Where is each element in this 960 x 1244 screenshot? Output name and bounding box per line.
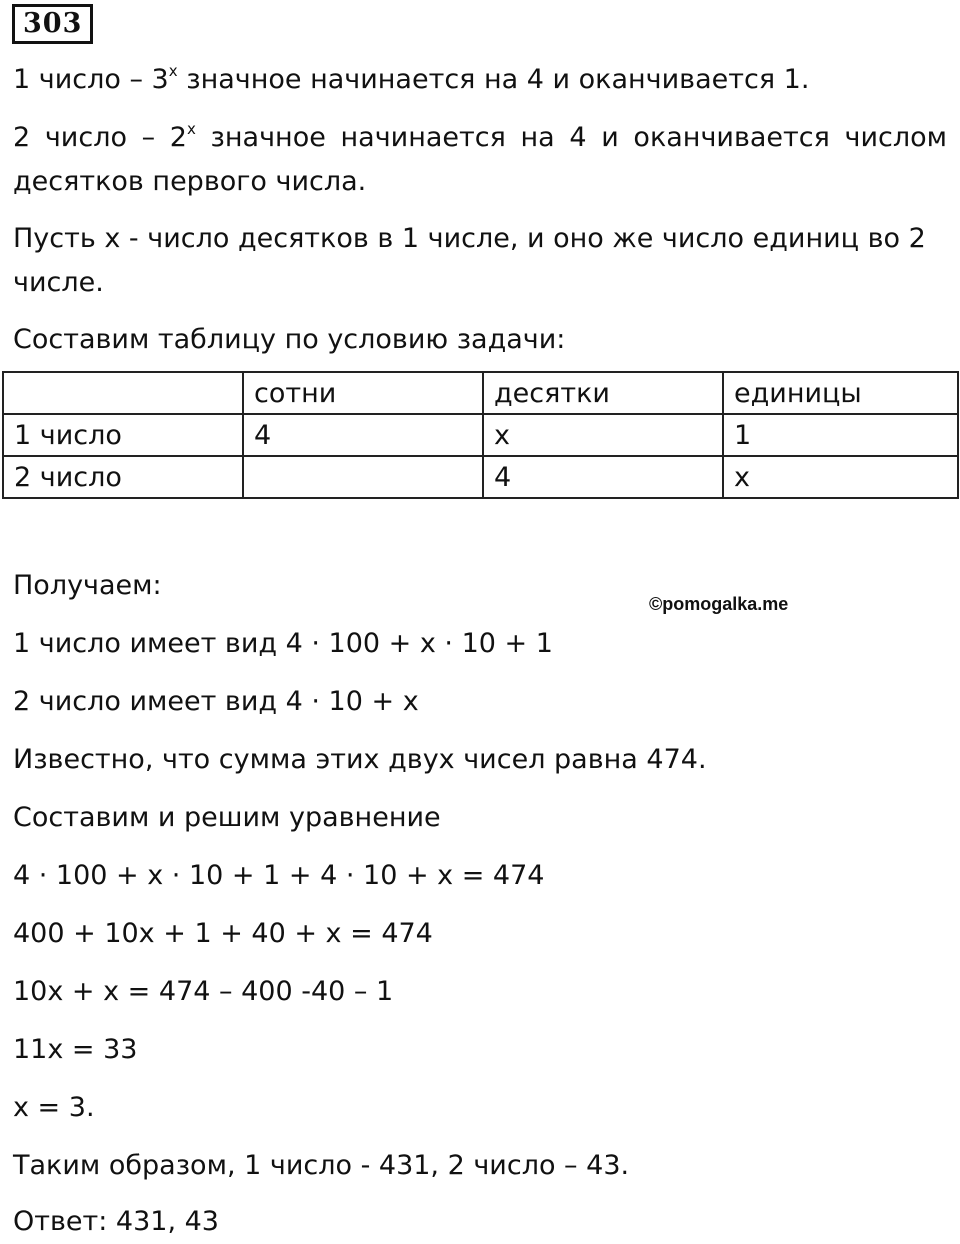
problem-number: 303	[12, 4, 93, 44]
answer-line: Ответ: 431, 43	[13, 1206, 219, 1237]
equation-line: 11х = 33	[13, 1034, 138, 1065]
solution-line: 1 число имеет вид 4 · 100 + х · 10 + 1	[13, 628, 553, 659]
equation-line: 4 · 100 + х · 10 + 1 + 4 · 10 + х = 474	[13, 860, 545, 891]
table-intro: Составим таблицу по условию задачи:	[13, 324, 566, 355]
solution-line: Известно, что сумма этих двух чисел равна 474.	[13, 744, 707, 775]
solution-line: 2 число имеет вид 4 · 10 + х	[13, 686, 419, 717]
table-header-cell	[3, 372, 243, 414]
condition-line-2-cont: десятков первого числа.	[13, 166, 367, 197]
table-header-cell: сотни	[243, 372, 483, 414]
table-cell: 1	[723, 414, 958, 456]
table-cell: 2 число	[3, 456, 243, 498]
condition-line-1: 1 число – $3^х$ значное начинается на 4 и оканчивается 1.	[13, 62, 810, 95]
equation-line: х = 3.	[13, 1092, 95, 1123]
table-cell: 4	[483, 456, 723, 498]
table-header-cell: десятки	[483, 372, 723, 414]
condition-line-2: 2 число – $2^х$ значное начинается на 4 и оканчивается числом	[13, 120, 947, 153]
table-cell: х	[723, 456, 958, 498]
table-cell: 4	[243, 414, 483, 456]
equation-line: 400 + 10х + 1 + 40 + х = 474	[13, 918, 433, 949]
equation-line: 10х + х = 474 – 400 -40 – 1	[13, 976, 394, 1007]
table-cell: 1 число	[3, 414, 243, 456]
solution-line: Составим и решим уравнение	[13, 802, 441, 833]
assumption-line-cont: числе.	[13, 267, 104, 298]
table-cell	[243, 456, 483, 498]
table-row	[3, 456, 958, 498]
conclusion-line: Таким образом, 1 число - 431, 2 число – 43.	[13, 1150, 630, 1181]
table-cell: х	[483, 414, 723, 456]
solution-heading: Получаем:	[13, 570, 162, 601]
table-header-row	[3, 372, 958, 414]
watermark: ©pomogalka.me	[649, 594, 789, 614]
assumption-line: Пусть х - число десятков в 1 числе, и оно же число единиц во 2	[13, 223, 926, 254]
digits-table	[2, 371, 959, 499]
table-row	[3, 414, 958, 456]
table-header-cell: единицы	[723, 372, 958, 414]
